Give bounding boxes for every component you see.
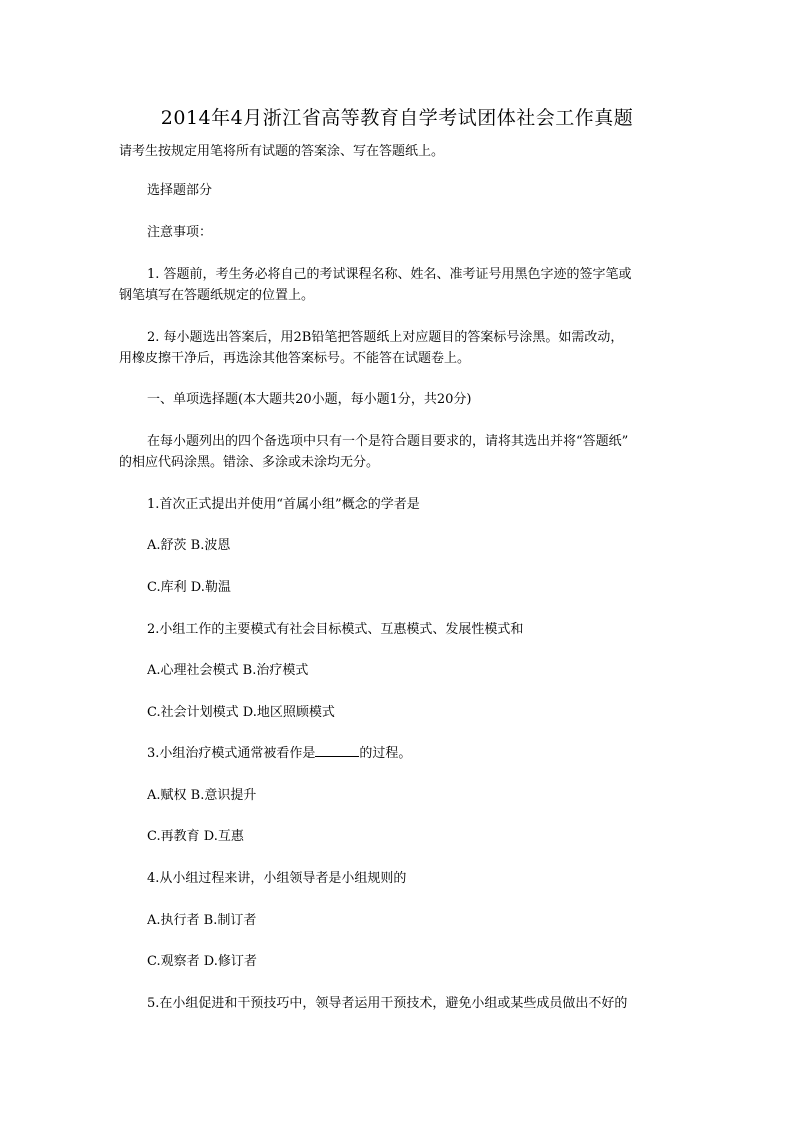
instructions-line-2: 的相应代码涂黑。错涂、多涂或未涂均无分。 <box>119 455 380 470</box>
page-title: 2014年4月浙江省高等教育自学考试团体社会工作真题 <box>160 107 634 129</box>
section-label: 选择题部分 <box>147 183 213 198</box>
notes-label: 注意事项： <box>147 225 213 240</box>
question-5: 5.在小组促进和干预技巧中，领导者运用干预技术，避免小组或某些成员做出不好的 <box>147 996 628 1011</box>
note-1-line-2: 钢笔填写在答题纸规定的位置上。 <box>119 288 315 303</box>
answer-blank <box>315 744 359 757</box>
question-3-options-ab: A.赋权 B.意识提升 <box>147 788 257 803</box>
question-4-options-ab: A.执行者 B.制订者 <box>147 913 257 928</box>
question-2: 2.小组工作的主要模式有社会目标模式、互惠模式、发展性模式和 <box>147 622 524 637</box>
question-3-text-before: 3.小组治疗模式通常被看作是 <box>147 746 316 761</box>
question-4: 4.从小组过程来讲，小组领导者是小组规则的 <box>147 871 407 886</box>
instructions-line-1: 在每小题列出的四个备选项中只有一个是符合题目要求的，请将其选出并将“答题纸” <box>147 434 629 449</box>
note-2-line-2: 用橡皮擦干净后，再选涂其他答案标号。不能答在试题卷上。 <box>119 351 471 366</box>
question-1-options-cd: C.库利 D.勒温 <box>147 580 231 595</box>
exam-intro: 请考生按规定用笔将所有试题的答案涂、写在答题纸上。 <box>119 144 445 159</box>
question-1: 1.首次正式提出并使用“首属小组”概念的学者是 <box>147 497 420 512</box>
question-3-text-after: 的过程。 <box>359 746 412 761</box>
question-2-options-cd: C.社会计划模式 D.地区照顾模式 <box>147 705 335 720</box>
question-4-options-cd: C.观察者 D.修订者 <box>147 954 257 969</box>
question-1-options-ab: A.舒茨 B.波恩 <box>147 538 231 553</box>
part-1-heading: 一、单项选择题(本大题共20小题，每小题1分，共20分) <box>147 392 472 407</box>
question-2-options-ab: A.心理社会模式 B.治疗模式 <box>147 663 309 678</box>
note-2-line-1: 2. 每小题选出答案后，用2B铅笔把答题纸上对应题目的答案标号涂黑。如需改动， <box>147 330 624 345</box>
question-3 <box>147 743 679 764</box>
question-3-options-cd: C.再教育 D.互惠 <box>147 829 244 844</box>
note-1-line-1: 1. 答题前，考生务必将自己的考试课程名称、姓名、准考证号用黑色字迹的签字笔或 <box>147 267 632 282</box>
